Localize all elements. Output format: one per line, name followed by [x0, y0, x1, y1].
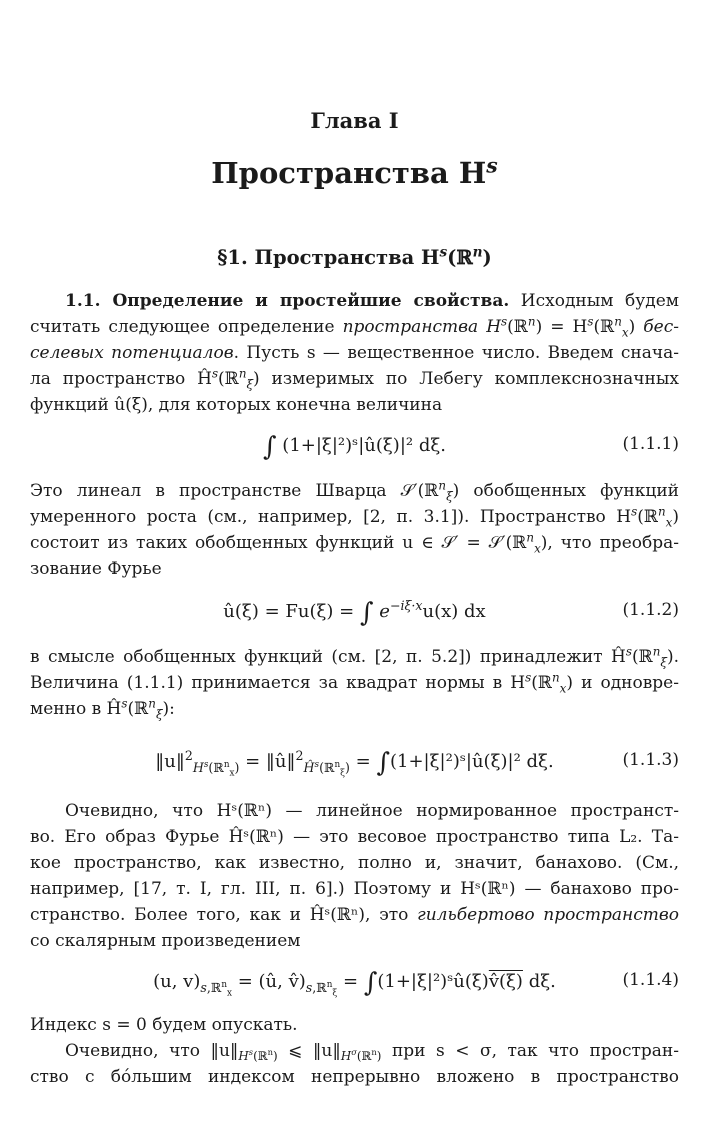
paragraph-schwartz: [30, 478, 679, 582]
chapter-title-sup: s: [486, 153, 498, 178]
text-line: в смысле обобщенных функций (см. [2, п. 5.2]) принадлежит $Ĥ^s(ℝ^n_\xi)$.: [30, 644, 679, 670]
equation-formula: ‖u‖$^2_{H^s(ℝ^n_x)}$ = ‖û‖$^2_{Ĥ^s(ℝ^n_\xi)}$ = ∫(1+|ξ|²)ˢ|û(ξ)|² dξ.: [155, 748, 554, 779]
text-line: Очевидно, что $‖u‖_{H^s(ℝ^n)}$ ⩽ $‖u‖_{H^\sigma(ℝ^n)}$ при s < σ, так что простран-: [65, 1041, 679, 1064]
text-line: считать следующее определение пространства $H^s(ℝ^n)$ = $H^s(ℝ^n_x)$ бес-: [30, 314, 679, 340]
chapter-title-text: Пространства H: [211, 156, 487, 190]
paragraph-index: [30, 1012, 679, 1090]
section-heading: [30, 246, 679, 269]
text-line: кое пространство, как известно, полно и, значит, банахово. (См.,: [30, 853, 679, 873]
equation-formula: û(ξ) = Fu(ξ) = ∫ $e^{-i\xi\cdot x}u(x)$ dx: [223, 598, 486, 628]
chapter-heading: Глава I: [310, 108, 399, 133]
text-line: состоит из таких обобщенных функций u ∈ 𝒮′ = 𝒮′(ℝ$^n_x$), что преобра-: [30, 530, 679, 556]
paragraph-definition: [30, 288, 679, 418]
text-line: Величина (1.1.1) принимается за квадрат нормы в $H^s(ℝ^n_x)$ и одновре-: [30, 670, 679, 696]
paragraph-norm: [30, 644, 679, 722]
text-line: ла пространство $Ĥ^s(ℝ^n_\xi)$ измеримых по Лебегу комплекснозначных: [30, 366, 679, 392]
text-line: менно в $Ĥ^s(ℝ^n_\xi)$:: [30, 696, 175, 722]
text-line: ство с бóльшим индексом непрерывно вложено в пространство: [30, 1067, 679, 1087]
equation-number: (1.1.1): [622, 434, 679, 454]
text-line: во. Его образ Фурье Ĥˢ(ℝⁿ) — это весовое пространство типа L₂. Та-: [30, 827, 679, 847]
equation-formula: (u, $v)_{s,ℝ^n_x}$ = (û, $v̂)_{s,ℝ^n_\xi}$ = ∫(1+|ξ|²)ˢû(ξ)v̂(ξ) dξ.: [153, 968, 556, 999]
text-line: 1.1. Определение и простейшие свойства. Исходным будем: [65, 291, 679, 311]
text-line: например, [17, т. I, гл. III, п. 6].) Поэтому и Hˢ(ℝⁿ) — банахово про-: [30, 879, 679, 899]
chapter-title: [30, 153, 679, 190]
section-tail-sup: n: [472, 244, 483, 261]
paragraph-hilbert: [30, 798, 679, 954]
text-line: селевых потенциалов. Пусть s — вещественное число. Введем снача-: [30, 343, 679, 363]
equation-1-1-3: [30, 744, 679, 778]
text-line: странство. Более того, как и Ĥˢ(ℝⁿ), это гильбертово пространство: [30, 905, 679, 925]
text-line: Очевидно, что Hˢ(ℝⁿ) — линейное нормированное пространст-: [65, 801, 679, 821]
equation-number: (1.1.3): [622, 750, 679, 770]
section-close: ): [482, 246, 492, 269]
equation-1-1-4: [30, 964, 679, 998]
section-sup: s: [439, 244, 448, 261]
text-line: Индекс s = 0 будем опускать.: [30, 1015, 298, 1035]
text-line: Это линеал в пространстве Шварца 𝒮′(ℝ$^n_\xi$) обобщенных функций: [30, 478, 679, 504]
text-line: зование Фурье: [30, 559, 162, 579]
text-line: функций û(ξ), для которых конечна величина: [30, 395, 443, 415]
equation-1-1-2: [30, 594, 679, 628]
text-line: умеренного роста (см., например, [2, п. 3.1]). Пространство $H^s(ℝ^n_x)$: [30, 504, 679, 530]
equation-formula: ∫ (1+|ξ|²)ˢ|û(ξ)|² dξ.: [263, 432, 446, 462]
section-heading-text: §1. Пространства H: [217, 246, 440, 269]
equation-number: (1.1.4): [622, 970, 679, 990]
equation-number: (1.1.2): [622, 600, 679, 620]
equation-1-1-1: [30, 428, 679, 462]
section-tail: (ℝ: [447, 246, 473, 269]
text-line: со скалярным произведением: [30, 931, 301, 951]
